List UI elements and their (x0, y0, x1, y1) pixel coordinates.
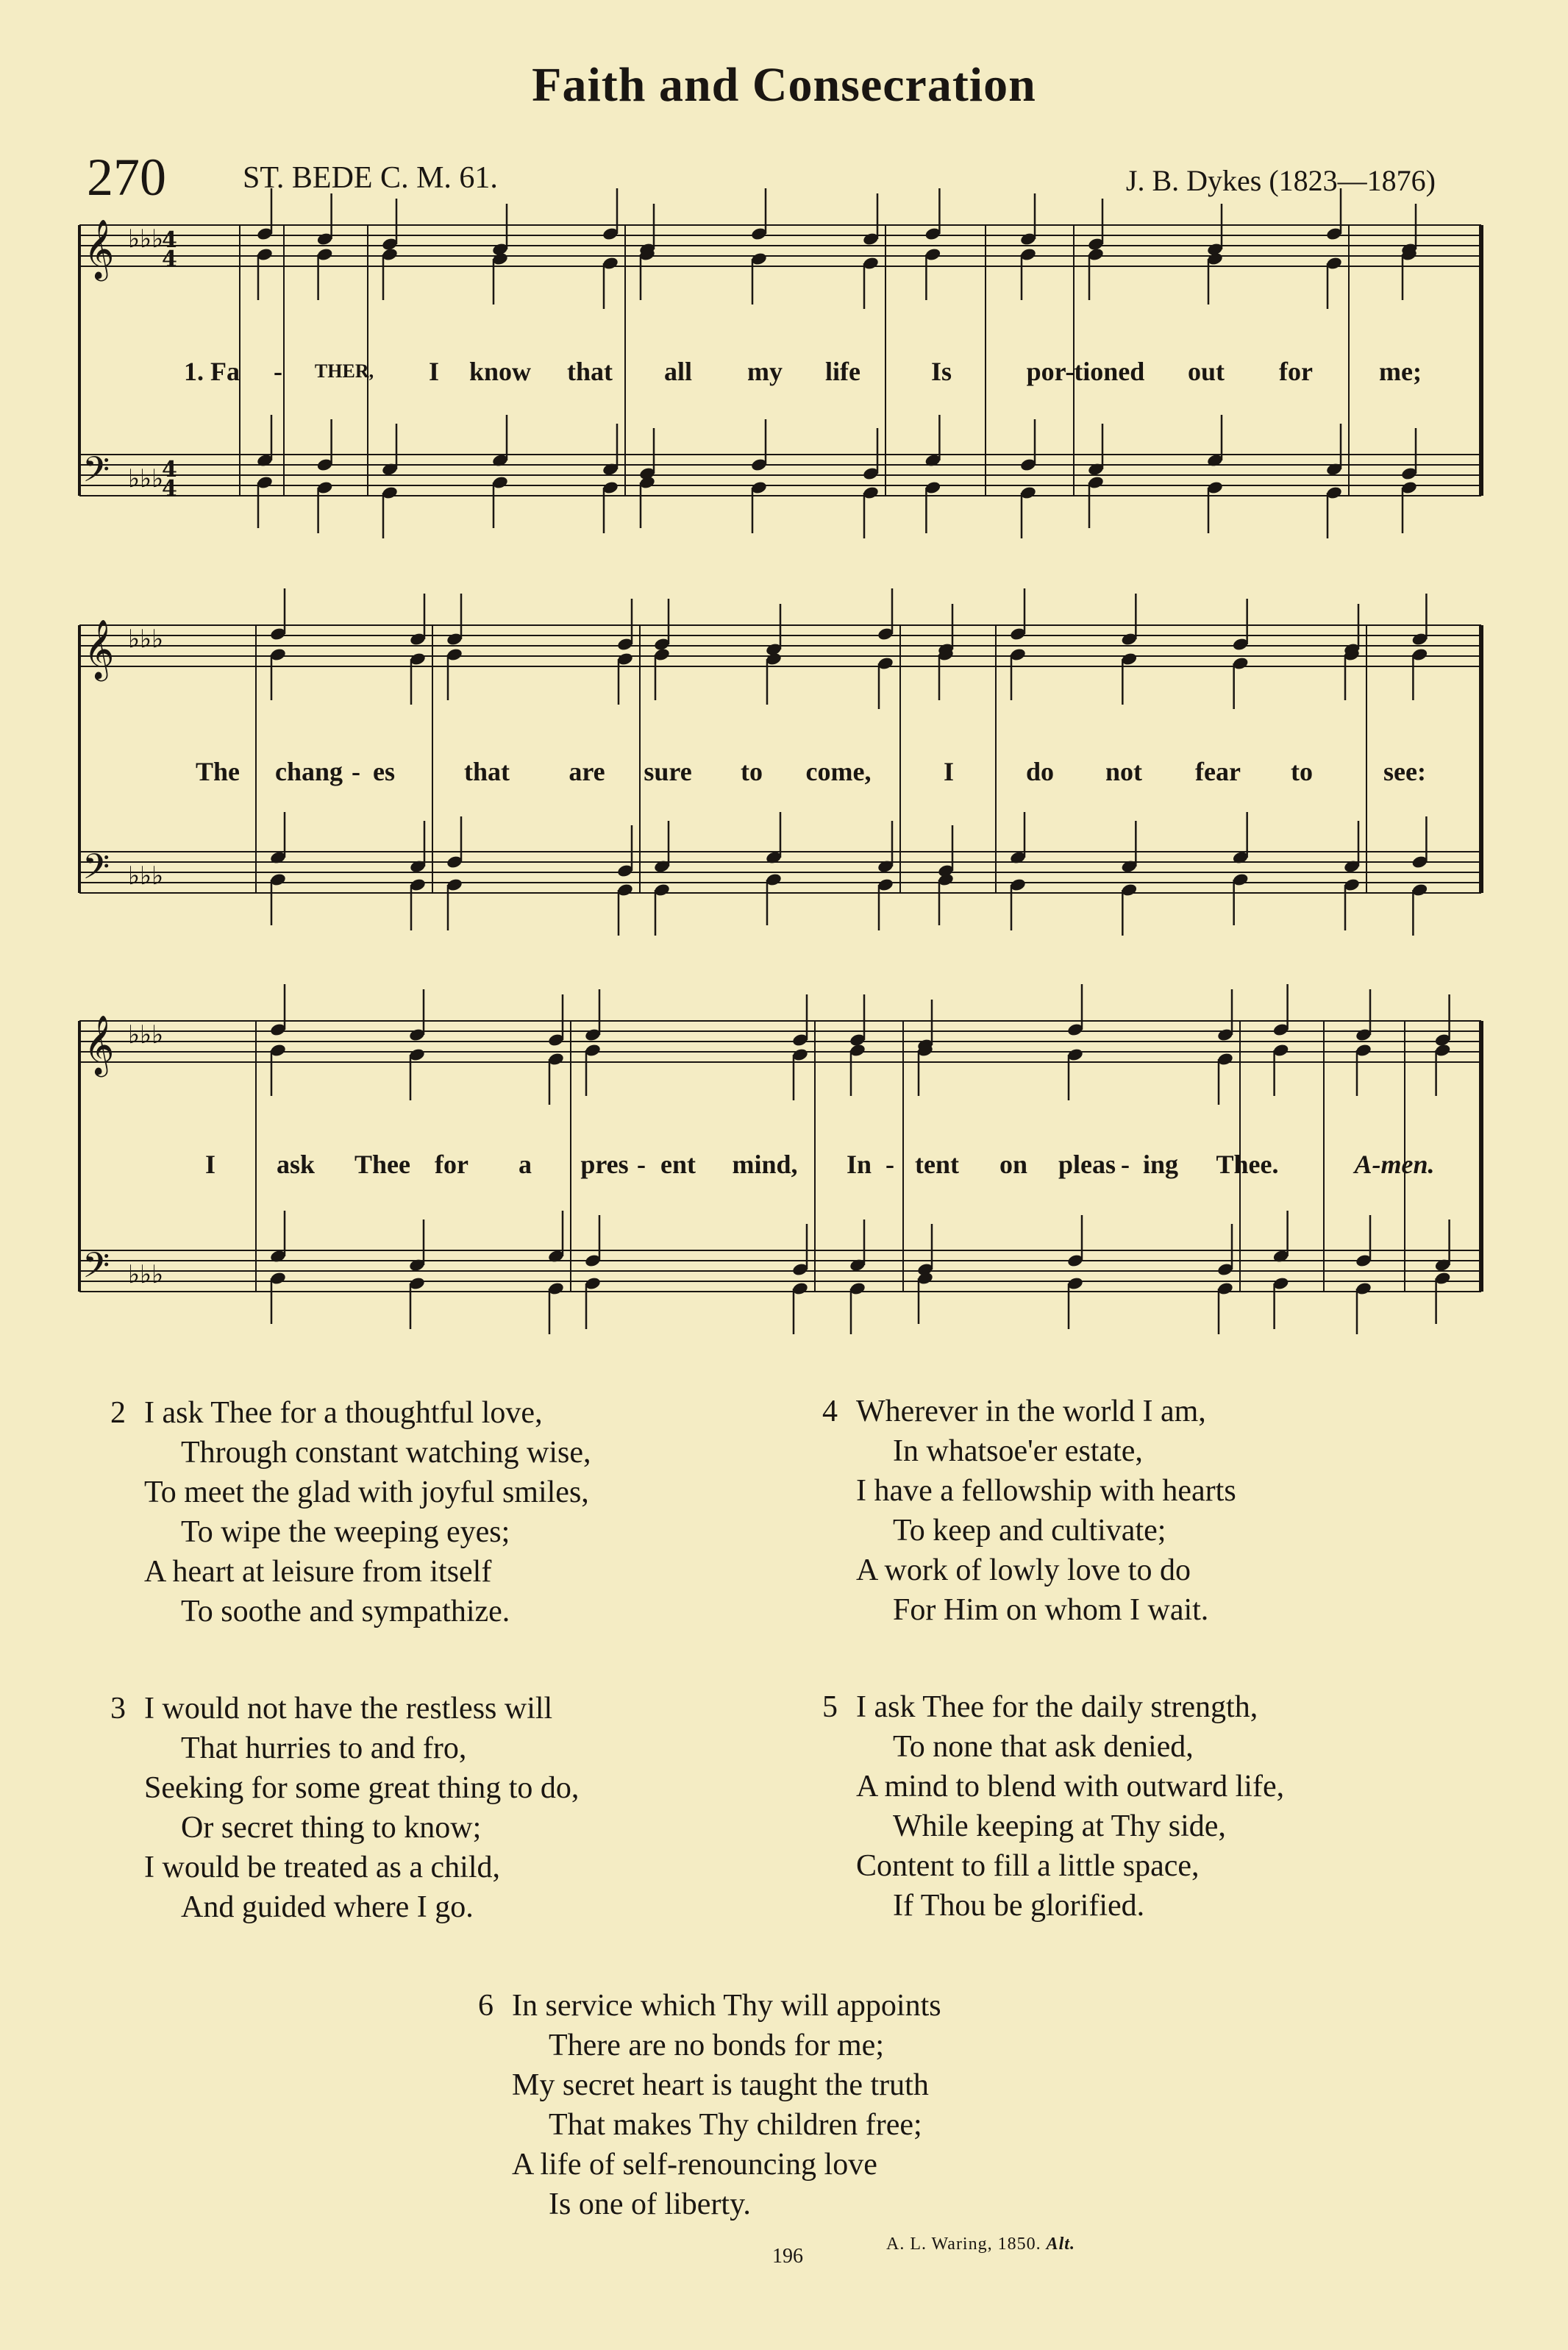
lyric-syllable: all (663, 357, 693, 386)
verse-line: For Him on whom I wait. (893, 1593, 1209, 1627)
verse-number: 3 (110, 1692, 126, 1726)
verse-line: To meet the glad with joyful smiles, (144, 1475, 589, 1509)
lyric-syllable: pres (580, 1150, 629, 1179)
verse-line: To none that ask denied, (893, 1730, 1194, 1764)
lyric-syllable: that (464, 757, 510, 786)
lyric-syllable: ask (276, 1150, 316, 1179)
verse-line: To keep and cultivate; (893, 1514, 1166, 1548)
lyric-syllable: tent (915, 1150, 959, 1179)
verse-line: A mind to blend with outward life, (856, 1770, 1285, 1804)
verse-line: I would not have the restless will (144, 1692, 553, 1726)
key-signature-icon: ♭♭♭ (128, 464, 164, 494)
verse-line: In service which Thy will appoints (512, 1989, 941, 2023)
lyric-syllable: pleas (1058, 1150, 1116, 1179)
lyric-syllable: see: (1383, 757, 1426, 786)
verse-number: 2 (110, 1396, 126, 1430)
verse-line: Or secret thing to know; (181, 1811, 482, 1845)
verse-line: If Thou be glorified. (893, 1889, 1145, 1923)
lyric-syllable: In (846, 1150, 872, 1179)
verse-number: 4 (822, 1395, 838, 1428)
verse-line: I ask Thee for the daily strength, (856, 1690, 1258, 1724)
verse-line: Seeking for some great thing to do, (144, 1771, 580, 1805)
verse-5 (822, 1687, 1284, 1926)
verse-3 (110, 1689, 579, 1927)
lyric-syllable: - (637, 1150, 646, 1179)
lyric-syllable: THER, (314, 360, 374, 382)
lyric-syllable: know (468, 357, 532, 386)
verse-6 (478, 1986, 941, 2224)
time-signature-icon: 4 (162, 227, 177, 253)
lyric-syllable: Thee. (1216, 1150, 1279, 1179)
lyric-syllable: - (885, 1150, 894, 1179)
verse-line: My secret heart is taught the truth (512, 2068, 929, 2102)
lyric-syllable: to (1291, 757, 1313, 786)
verse-line: To wipe the weeping eyes; (181, 1515, 510, 1549)
lyric-syllable: - (1121, 1150, 1130, 1179)
time-signature-icon: 4 (162, 476, 177, 502)
lyric-syllable: a (518, 1150, 532, 1179)
hymn-number: 270 (87, 148, 166, 207)
lyric-syllable: mind, (732, 1150, 798, 1179)
page-number: 196 (772, 2245, 803, 2268)
verse-line: While keeping at Thy side, (893, 1809, 1226, 1843)
lyric-syllable: - (352, 757, 360, 786)
author-name: A. L. Waring, 1850. (886, 2235, 1041, 2254)
verse-line: A work of lowly love to do (856, 1553, 1191, 1587)
lyric-syllable: my (747, 357, 783, 386)
tune-name: ST. BEDE C. M. 61. (243, 161, 498, 195)
lyric-syllable: on (999, 1150, 1028, 1179)
lyric-syllable: come, (805, 757, 872, 786)
verse-line: To soothe and sympathize. (181, 1595, 510, 1628)
verse-line: I would be treated as a child, (144, 1851, 500, 1884)
verse-line: Through constant watching wise, (181, 1436, 591, 1470)
lyric-syllable: that (567, 357, 613, 386)
lyric-syllable: The (195, 757, 240, 786)
verse-line: In whatsoe'er estate, (893, 1434, 1143, 1468)
lyric-syllable: Thee (354, 1150, 410, 1179)
lyric-syllable: for (435, 1150, 468, 1179)
lyric-syllable: Is (930, 357, 952, 386)
verse-line: And guided where I go. (181, 1890, 474, 1924)
verse-line: A heart at leisure from itself (144, 1555, 492, 1589)
bass-clef-icon: 𝄢 (82, 846, 110, 896)
alteration-note: Alt. (1046, 2235, 1075, 2254)
verse-number: 5 (822, 1690, 838, 1724)
lyric-syllable: ent (660, 1150, 696, 1179)
key-signature-icon: ♭♭♭ (128, 861, 164, 891)
key-signature-icon: ♭♭♭ (128, 1260, 164, 1289)
verse-number: 6 (478, 1989, 493, 2023)
key-signature-icon: ♭♭♭ (128, 624, 164, 654)
lyric-syllable: for (1279, 357, 1313, 386)
page-title: Faith and Consecration (532, 58, 1036, 112)
lyric-syllable: 1. Fa (184, 357, 240, 386)
lyric-syllable: life (825, 357, 860, 386)
lyric-syllable: do (1025, 757, 1055, 786)
lyric-syllable: sure (644, 757, 692, 786)
bass-clef-icon: 𝄢 (82, 1245, 110, 1295)
lyric-line-1 (0, 356, 1568, 388)
treble-clef-icon: 𝄞 (84, 1014, 115, 1075)
key-signature-icon: ♭♭♭ (128, 1020, 164, 1050)
verse-line: I ask Thee for a thoughtful love, (144, 1396, 543, 1430)
time-signature-icon: 4 (162, 457, 177, 483)
verse-line: I have a fellowship with hearts (856, 1474, 1236, 1508)
lyric-line-3 (0, 1149, 1568, 1181)
time-signature-icon: 4 (162, 246, 177, 272)
lyric-syllable: me; (1379, 357, 1422, 386)
verse-line: A life of self-renouncing love (512, 2148, 877, 2182)
verse-line: Wherever in the world I am, (856, 1395, 1206, 1428)
lyric-syllable: out (1187, 357, 1225, 386)
verse-4 (822, 1392, 1236, 1630)
lyric-syllable: es (373, 757, 395, 786)
lyric-syllable: I (943, 757, 955, 786)
key-signature-icon: ♭♭♭ (128, 224, 164, 254)
lyric-syllable: por-tioned (1026, 357, 1145, 386)
author-credit (886, 2235, 1075, 2254)
verse-2 (110, 1393, 591, 1631)
lyric-syllable: ing (1142, 1150, 1179, 1179)
verse-line: Is one of liberty. (549, 2187, 751, 2221)
treble-clef-icon: 𝄞 (84, 218, 115, 279)
lyric-line-2 (0, 756, 1568, 788)
lyric-syllable: I (428, 357, 440, 386)
composer: J. B. Dykes (1823—1876) (1125, 164, 1436, 197)
lyric-syllable: to (741, 757, 763, 786)
verse-line: That makes Thy children free; (549, 2108, 922, 2142)
lyric-syllable: A-men. (1354, 1150, 1435, 1179)
lyric-syllable: fear (1195, 757, 1241, 786)
verse-line: Content to fill a little space, (856, 1849, 1200, 1883)
lyric-syllable: not (1105, 757, 1143, 786)
lyric-syllable: are (569, 757, 605, 786)
verse-line: That hurries to and fro, (181, 1731, 467, 1765)
treble-clef-icon: 𝄞 (84, 619, 115, 679)
lyric-syllable: chang (274, 757, 343, 786)
bass-clef-icon: 𝄢 (82, 449, 110, 499)
lyric-syllable: I (204, 1150, 216, 1179)
verse-line: There are no bonds for me; (549, 2029, 884, 2062)
lyric-syllable: - (274, 357, 282, 386)
